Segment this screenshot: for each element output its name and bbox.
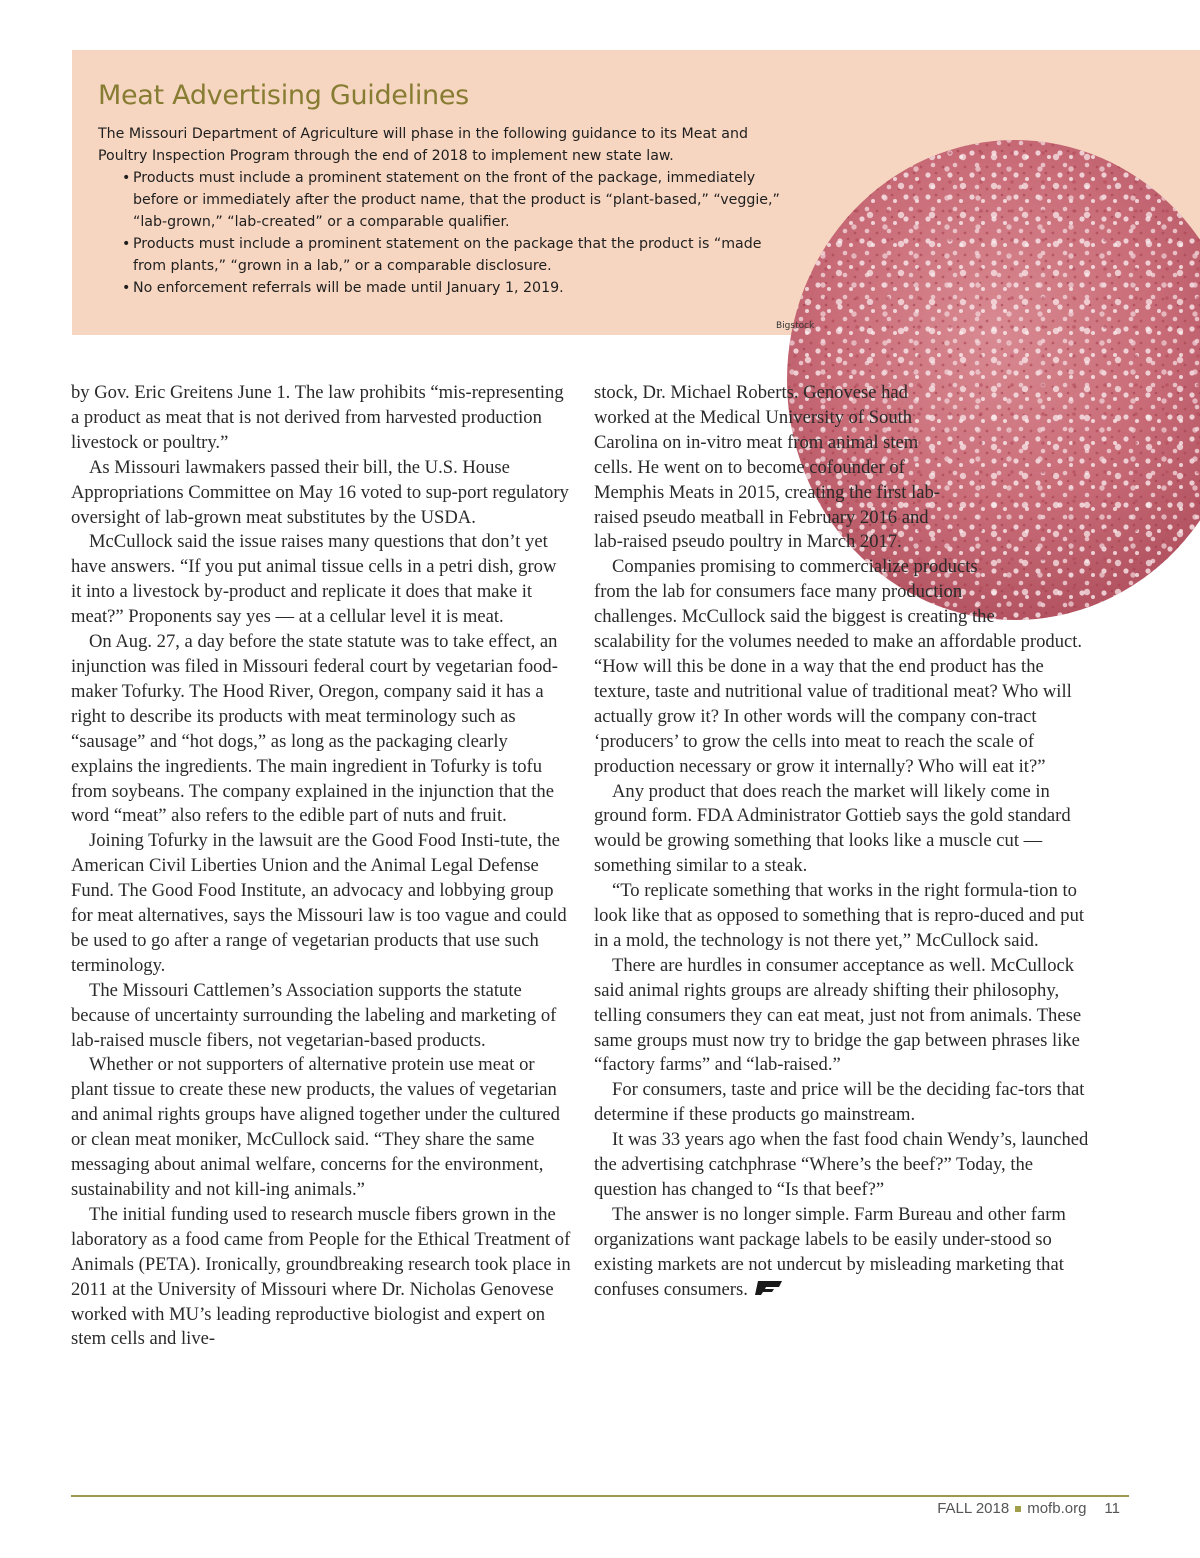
- final-paragraph-text: The answer is no longer simple. Farm Bureau and other farm organizations want package labels to be easily under-stood so existing markets are not undercut by misleading marketing that confuses consumers.: [594, 1203, 1066, 1300]
- guideline-item: [122, 167, 792, 233]
- article-paragraph: For consumers, taste and price will be the deciding fac-tors that determine if these products go mainstream.: [594, 1079, 1085, 1126]
- guideline-item: [122, 277, 792, 299]
- page-number: 11: [1104, 1500, 1120, 1517]
- page-footer: [937, 1500, 1120, 1517]
- article-paragraph: by Gov. Eric Greitens June 1. The law prohibits “mis-representing a product as meat that is not derived from harvested production livestock or poultry.”: [71, 382, 564, 453]
- article-paragraph: On Aug. 27, a day before the state statute was to take effect, an injunction was filed in Missouri federal court by vegetarian food-maker Tofurky. The Hood River, Oregon, company said it has a right to describe its products with meat terminology such as “sausage” and “hot dogs,” as long as the packaging clearly explains the ingredients. The main ingredient in Tofurky is tofu from soybeans. The company explained in the injunction that the word “meat” also refers to the edible part of nuts and fruit.: [71, 631, 558, 827]
- article-paragraph: Companies promising to commercialize products from the lab for consumers face many production challenges. McCullock said the biggest is creating the scalability for the volumes needed to make an affordable product. “How will this be done in a way that the end product has the texture, taste and nutritional value of traditional meat? Who will actually grow it? In other words will the company con-tract ‘producers’ to grow the cells into meat to reach the scale of production necessary or grow it internally? Who will eat it?”: [594, 556, 1083, 777]
- website-label: mofb.org: [1027, 1500, 1087, 1517]
- sidebar-title: Meat Advertising Guidelines: [98, 80, 469, 111]
- guideline-text: Products must include a prominent statement on the package that the product is “made from plants,” “grown in a lab,” or a comparable disclosure.: [133, 236, 762, 274]
- article-paragraph: The Missouri Cattlemen’s Association supports the statute because of uncertainty surrounding the labeling and marketing of lab-raised muscle fibers, not vegetarian-based products.: [71, 979, 557, 1051]
- photo-credit: Bigstock: [776, 321, 815, 331]
- article-right-column: [594, 381, 1094, 1303]
- separator-square-icon: [1015, 1506, 1021, 1512]
- guideline-text: No enforcement referrals will be made until January 1, 2019.: [133, 280, 564, 296]
- article-paragraph: As Missouri lawmakers passed their bill, the U.S. House Appropriations Committee on May 16 voted to sup-port regulatory oversight of lab-grown meat substitutes by the USDA.: [71, 456, 569, 528]
- footer-rule: [71, 1495, 1129, 1497]
- farm-bureau-logo-icon: [754, 1280, 784, 1296]
- article-paragraph: There are hurdles in consumer acceptance as well. McCullock said animal rights groups are already shifting their philosophy, telling consumers they can eat meat, just not from animals. These same groups must now try to bridge the gap between phrases like “factory farms” and “lab-raised.”: [594, 954, 1082, 1076]
- article-paragraph: Any product that does reach the market will likely come in ground form. FDA Administrator Gottieb says the gold standard would be growing something that looks like a muscle cut — something similar to a steak.: [594, 780, 1071, 877]
- bullet-icon: •: [122, 170, 131, 186]
- bullet-icon: •: [122, 280, 131, 296]
- article-paragraph: Joining Tofurky in the lawsuit are the Good Food Insti-tute, the American Civil Liberties Union and the Animal Legal Defense Fund. The Good Food Institute, an advocacy and lobbying group for meat alternatives, says the Missouri law is too vague and could be used to go after a range of vegetarian products that use such terminology.: [71, 830, 567, 976]
- text-wrap-spacer: [1014, 605, 1094, 629]
- guideline-item: [122, 233, 792, 277]
- article-paragraph: McCullock said the issue raises many questions that don’t yet have answers. “If you put animal tissue cells in a petri dish, grow it into a livestock by-product and replicate it does that make it meat?” Proponents say yes — at a cellular level it is meat.: [71, 531, 557, 628]
- article-paragraph: stock, Dr. Michael Roberts. Genovese had worked at the Medical University of South Carolina on in-vitro meat from animal stem cells. He went on to become cofounder of Memphis Meats in 2015, creating the first lab-raised pseudo meatball in February 2016 and lab-raised pseudo poultry in March 2017.: [594, 382, 940, 553]
- article-paragraph: It was 33 years ago when the fast food chain Wendy’s, launched the advertising catchphrase “Where’s the beef?” Today, the question has changed to “Is that beef?”: [594, 1129, 1089, 1200]
- article-paragraph: “To replicate something that works in the right formula-tion to look like that as opposed to something that is repro-duced and put in a mold, the technology is not there yet,” McCullock said.: [594, 880, 1085, 951]
- bullet-icon: •: [122, 236, 131, 252]
- article-left-column: [71, 381, 571, 1352]
- article-paragraph: Whether or not supporters of alternative protein use meat or plant tissue to create these new products, the values of vegetarian and animal rights groups have aligned together under the cultured or clean meat moniker, McCullock said. “They share the same messaging about animal welfare, concerns for the environment, sustainability and not kill-ing animals.”: [71, 1054, 560, 1200]
- sidebar-intro: The Missouri Department of Agriculture will phase in the following guidance to its Meat and Poultry Inspection Program through the end of 2018 to implement new state law.: [98, 126, 748, 164]
- issue-label: FALL 2018: [937, 1500, 1010, 1517]
- sidebar-guideline-list: [122, 167, 792, 299]
- guideline-text: Products must include a prominent statement on the front of the package, immediately before or immediately after the product name, that the product is “plant-based,” “veggie,” “lab-grown,” “lab-created” or a comparable qualifier.: [133, 170, 780, 230]
- article-paragraph: [594, 1203, 1094, 1303]
- article-paragraph: The initial funding used to research muscle fibers grown in the laboratory as a food came from People for the Ethical Treatment of Animals (PETA). Ironically, groundbreaking research took place in 2011 at the University of Missouri where Dr. Nicholas Genovese worked with MU’s leading reproductive biologist and expert on stem cells and live-: [71, 1203, 571, 1350]
